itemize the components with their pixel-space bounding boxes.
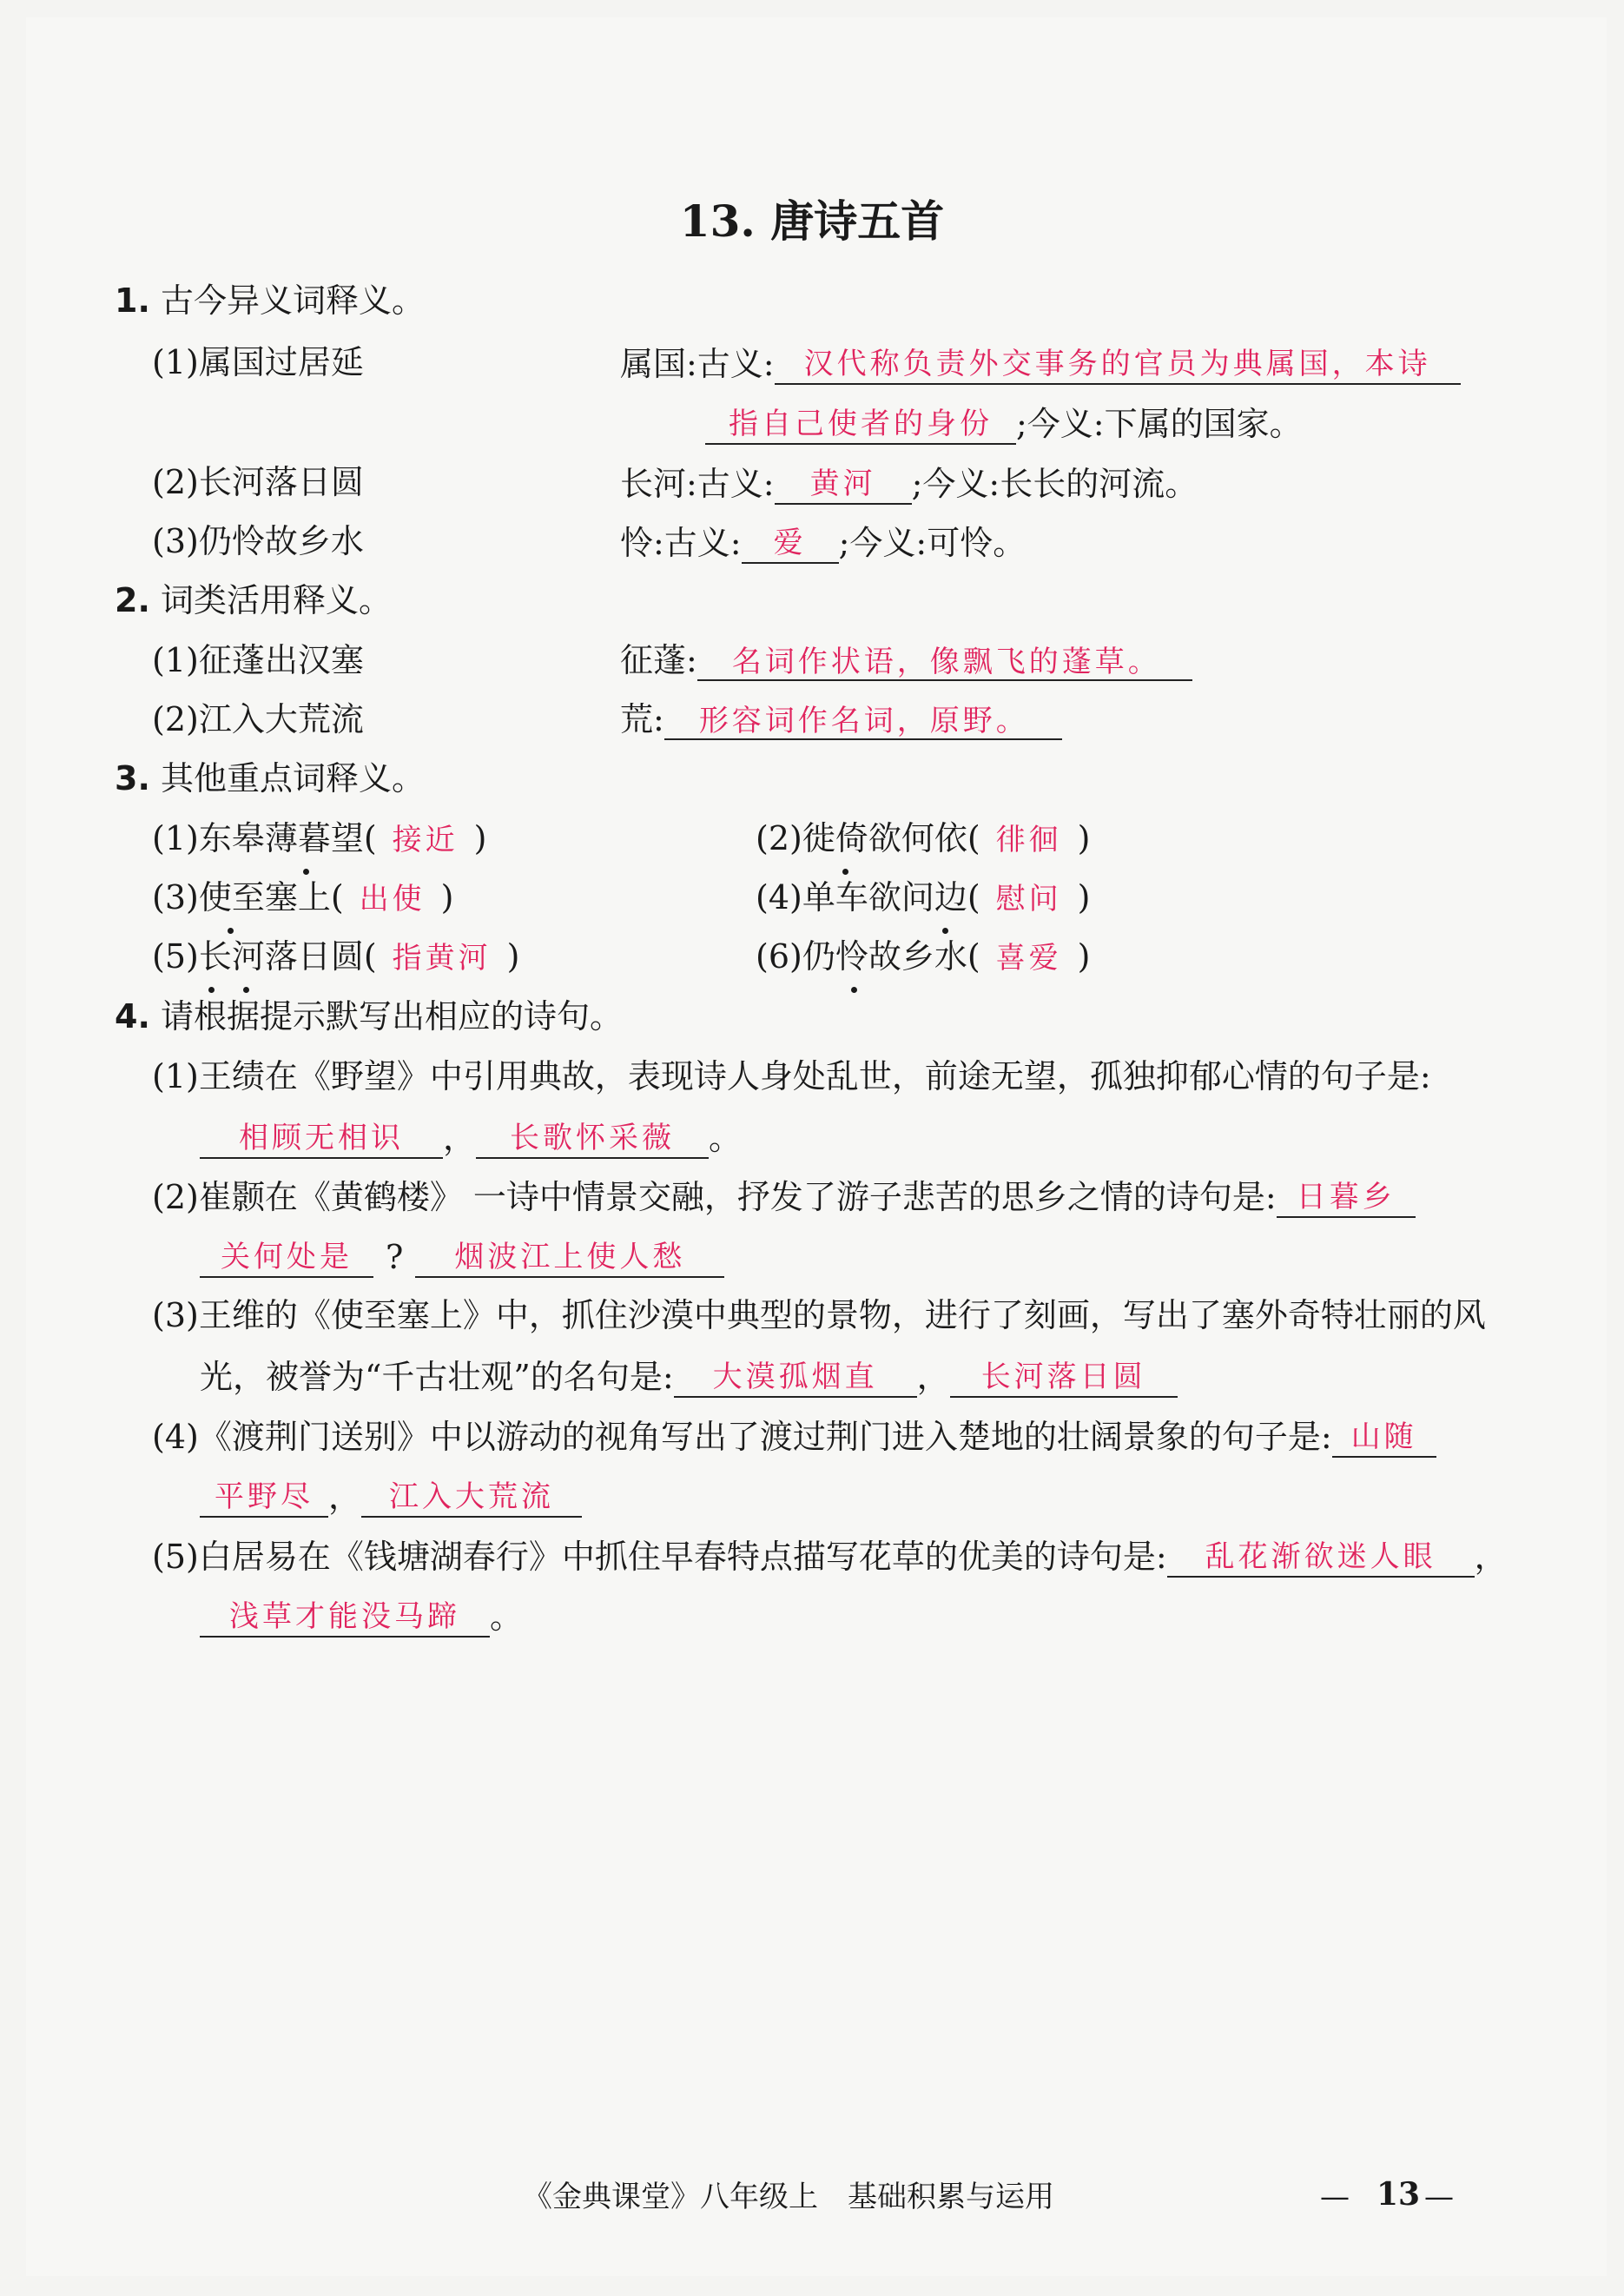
s3-question-4: (4)单车欲问边( 慰问 ) [756,878,1091,916]
s1-answer-3: 爱 [773,526,807,560]
s3-question-2: (2)徙倚欲何依( 徘徊 ) [756,819,1091,857]
page-title: 13. 唐诗五首 [679,195,945,247]
footer-dash-left: — [1320,2180,1350,2214]
s4-answer-row-1: 相顾无相识 ， 长歌怀采薇 。 [200,1115,742,1159]
s3-question-3: (3)使至塞上( 出使 ) [152,878,454,916]
s1-row-2: 长河:古义: 黄河 ;今义:长长的河流。 [620,461,1198,505]
s1-row-3: 怜:古义: 爱 ;今义:可怜。 [620,520,1026,564]
s2-item-2: (2)江入大荒流 [152,700,364,738]
emphasis-dot [303,869,309,875]
s3-question-1: (1)东皋薄暮望( 接近 ) [152,819,487,857]
page-number: 13 [1376,2176,1421,2213]
s1-item-2: (2)长河落日圆 [152,463,364,501]
s2-answer-2: 形容词作名词，原野。 [698,704,1029,738]
s4-question-3-line-1: (3)王维的《使至塞上》中，抓住沙漠中典型的景物，进行了刻画，写出了塞外奇特壮丽的风 [152,1296,1486,1334]
emphasis-dot [851,987,857,993]
s4-question-5: (5)白居易在《钱塘湖春行》中抓住早春特点描写花草的优美的诗句是: 乱花渐欲迷人眼 ， [152,1534,1508,1578]
s4-answer-row-4: 平野尽 ， 江入大荒流 [200,1474,582,1518]
s4-answer-row-2: 关何处是 ? 烟波江上使人愁 [200,1234,724,1278]
emphasis-dot [842,869,848,875]
s2-row-1: 征蓬: 名词作状语，像飘飞的蓬草。 [620,639,1192,681]
s2-answer-1: 名词作状语，像飘飞的蓬草。 [731,645,1161,679]
footer-book-title: 《金典课堂》八年级上 基础积累与运用 [523,2180,1054,2214]
s4-question-2: (2)崔颢在《黄鹤楼》 一诗中情景交融，抒发了游子悲苦的思乡之情的诗句是: 日暮乡 [152,1174,1416,1218]
s1-item-1: (1)属国过居延 [152,343,364,381]
emphasis-dot [208,987,215,993]
s4-question-4: (4)《渡荆门送别》中以游动的视角写出了渡过荆门进入楚地的壮阔景象的句子是: 山随 [152,1414,1436,1458]
s1-answer-1a: 汉代称负责外交事务的官员为典属国，本诗 [803,347,1431,381]
section-4-heading: 4. 请根据提示默写出相应的诗句。 [115,997,623,1036]
emphasis-dot [228,928,234,934]
section-1-heading: 1. 古今异义词释义。 [115,281,425,320]
emphasis-dot [243,987,249,993]
section-2-heading: 2. 词类活用释义。 [115,581,392,619]
s1-item-3: (3)仍怜故乡水 [152,522,364,560]
s1-answer-2: 黄河 [809,466,876,501]
s1-row-1-cont: 指自己使者的身份 ;今义:下属的国家。 [705,401,1303,445]
section-3-heading: 3. 其他重点词释义。 [115,759,425,797]
footer-dash-right: — [1424,2180,1454,2214]
s1-answer-1b: 指自己使者的身份 [729,407,993,441]
emphasis-dot [942,928,948,934]
s2-item-1: (1)征蓬出汉塞 [152,641,364,679]
s1-row-1: 属国:古义: 汉代称负责外交事务的官员为典属国，本诗 [620,341,1461,385]
s4-answer-row-5: 浅草才能没马蹄 。 [200,1594,523,1638]
s4-question-1: (1)王绩在《野望》中引用典故，表现诗人身处乱世，前途无望，孤独抑郁心情的句子是: [152,1057,1431,1095]
s3-question-5: (5)长河落日圆( 指黄河 ) [152,937,520,976]
s4-question-3-line-2: 光，被誉为“千古壮观”的名句是: 大漠孤烟直 ， 长河落日圆 [200,1354,1178,1398]
s3-question-6: (6)仍怜故乡水( 喜爱 ) [756,937,1091,976]
s2-row-2: 荒: 形容词作名词，原野。 [620,698,1062,740]
